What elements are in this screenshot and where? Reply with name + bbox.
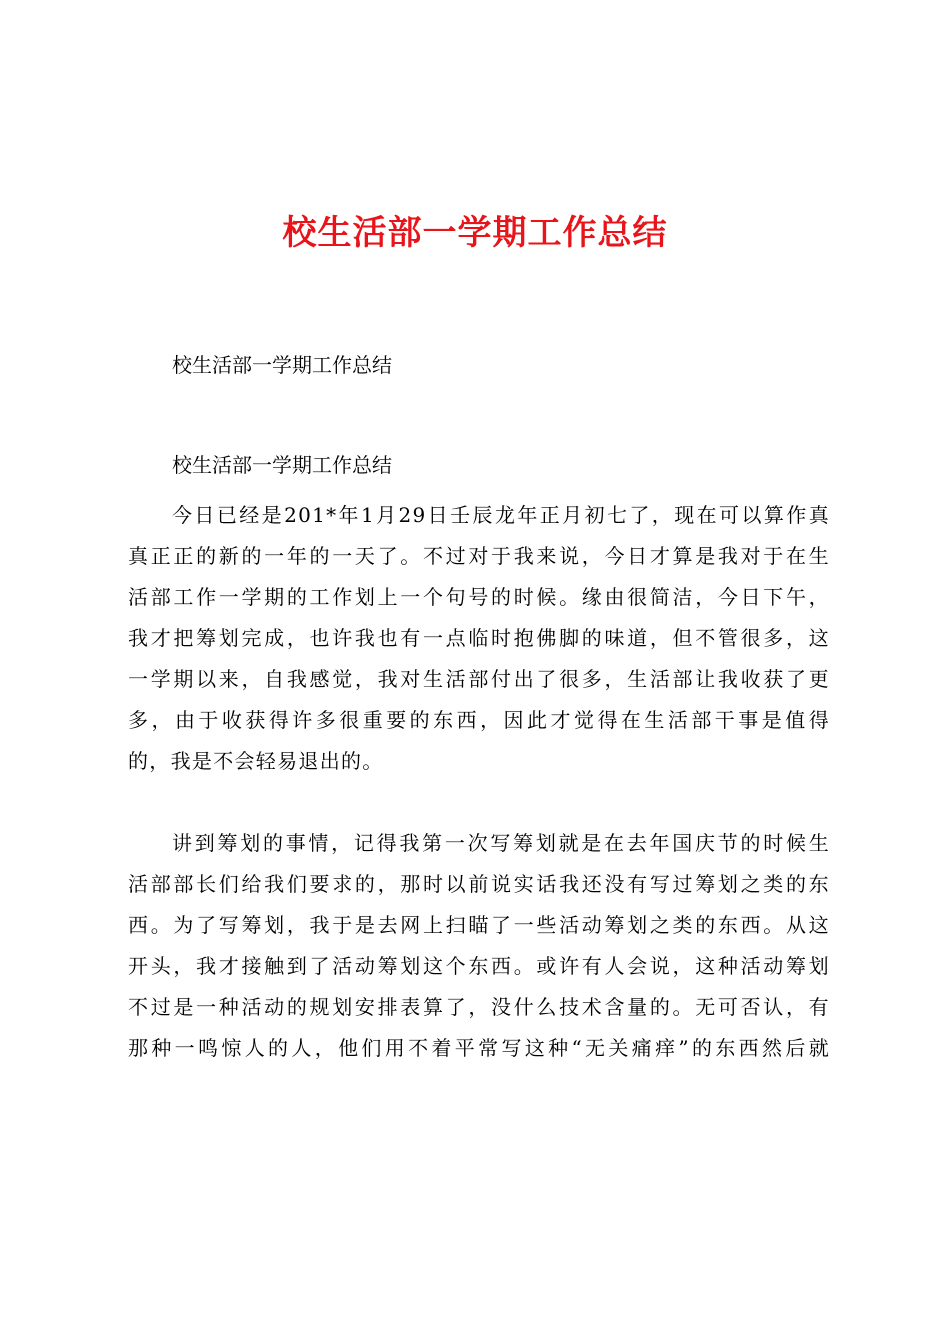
paragraph-line: 我才把筹划完成，也许我也有一点临时抱佛脚的味道，但不管很多，这 — [128, 626, 830, 650]
paragraph-line: 开头，我才接触到了活动筹划这个东西。或许有人会说，这种活动筹划 — [128, 954, 830, 978]
paragraph-line: 真正正的新的一年的一天了。不过对于我来说，今日才算是我对于在生 — [128, 544, 830, 568]
paragraph-line: 一学期以来，自我感觉，我对生活部付出了很多，生活部让我收获了更 — [128, 667, 830, 691]
paragraph-line: 活部工作一学期的工作划上一个句号的时候。缘由很简洁，今日下午， — [128, 585, 830, 609]
paragraph-2 — [128, 823, 830, 1069]
paragraph-1 — [128, 495, 830, 782]
paragraph-line: 的，我是不会轻易退出的。 — [128, 749, 384, 773]
paragraph-line: 多，由于收获得许多很重要的东西，因此才觉得在生活部干事是值得 — [128, 708, 830, 732]
paragraph-line: 讲到筹划的事情，记得我第一次写筹划就是在去年国庆节的时候生 — [172, 831, 830, 855]
paragraph-line: 活部部长们给我们要求的，那时以前说实话我还没有写过筹划之类的东 — [128, 872, 830, 896]
document-subtitle: 校生活部一学期工作总结 — [172, 353, 392, 377]
paragraph-line: 今日已经是201*年1月29日壬辰龙年正月初七了，现在可以算作真 — [172, 503, 830, 527]
paragraph-line: 不过是一种活动的规划安排表算了，没什么技术含量的。无可否认，有 — [128, 995, 830, 1019]
document-title: 校生活部一学期工作总结 — [282, 213, 668, 253]
document-subtitle-repeat: 校生活部一学期工作总结 — [172, 453, 392, 477]
paragraph-line: 西。为了写筹划，我于是去网上扫瞄了一些活动筹划之类的东西。从这 — [128, 913, 830, 937]
paragraph-line: 那种一鸣惊人的人，他们用不着平常写这种“无关痛痒”的东西然后就 — [128, 1036, 830, 1060]
